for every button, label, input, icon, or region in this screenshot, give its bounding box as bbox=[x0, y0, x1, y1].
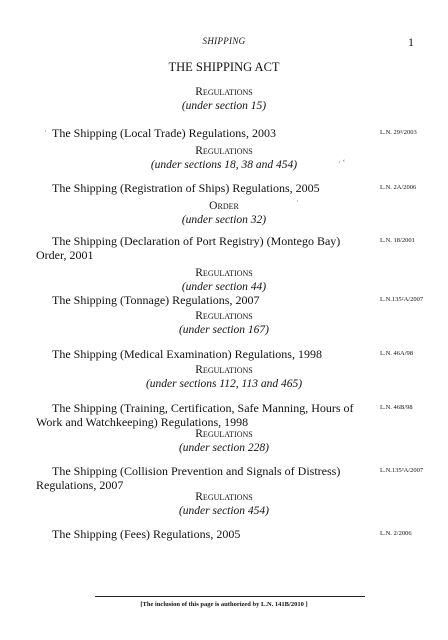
footer-rule bbox=[95, 596, 365, 597]
section-authority-heading: Order bbox=[209, 200, 239, 212]
section-authority-heading: Regulations bbox=[195, 491, 253, 503]
section-heading bbox=[0, 266, 448, 294]
section-heading bbox=[0, 85, 448, 113]
legal-notice-ref: L.N.135²A/2007 bbox=[380, 296, 424, 303]
section-authority-sub: (under section 228) bbox=[178, 442, 270, 454]
running-head: SHIPPING bbox=[202, 36, 246, 46]
section-authority-sub: (under section 167) bbox=[178, 324, 270, 336]
section-heading bbox=[0, 427, 448, 455]
regulation-title: The Shipping (Tonnage) Regulations, 2007 bbox=[52, 293, 260, 307]
page-number: 1 bbox=[408, 35, 414, 49]
section-authority-heading: Regulations bbox=[195, 86, 253, 98]
regulation-entry bbox=[52, 347, 372, 361]
section-authority-sub: (under section 44) bbox=[181, 281, 267, 293]
section-heading bbox=[0, 490, 448, 518]
section-heading bbox=[0, 199, 448, 227]
regulation-entry bbox=[36, 464, 372, 492]
section-authority-sub: (under section 15) bbox=[181, 100, 267, 112]
regulation-title: The Shipping (Local Trade) Regulations, 2003 bbox=[52, 126, 276, 140]
section-authority-sub: (under section 32) bbox=[181, 214, 267, 226]
section-authority-heading: Regulations bbox=[195, 145, 253, 157]
scan-speck: · bbox=[296, 197, 299, 206]
section-authority-sub: (under sections 112, 113 and 465) bbox=[145, 378, 303, 390]
section-heading bbox=[0, 363, 448, 391]
regulation-entry bbox=[52, 527, 372, 541]
section-authority-sub: (under sections 18, 38 and 454) bbox=[150, 159, 298, 171]
regulation-entry bbox=[52, 181, 372, 195]
regulation-title: The Shipping (Declaration of Port Registry) (Montego Bay) Order, 2001 bbox=[36, 234, 341, 262]
legal-notice-ref: L.N. 2/2006 bbox=[380, 530, 412, 537]
legal-notice-ref: L.N. 29³/2003 bbox=[380, 129, 417, 136]
section-authority-heading: Regulations bbox=[195, 267, 253, 279]
scan-speck: · ʻ bbox=[338, 158, 346, 167]
scan-speck: · bbox=[44, 127, 47, 136]
regulation-title: The Shipping (Medical Examination) Regulations, 1998 bbox=[52, 347, 322, 361]
page-title: THE SHIPPING ACT bbox=[168, 60, 280, 74]
regulation-entry bbox=[52, 126, 372, 140]
legal-notice-ref: L.N. 46B/98 bbox=[380, 404, 413, 411]
regulation-title: The Shipping (Training, Certification, Safe Manning, Hours of Work and Watchkeeping) Regulations, 1998 bbox=[36, 401, 354, 429]
section-authority-sub: (under section 454) bbox=[178, 505, 270, 517]
regulation-entry bbox=[52, 293, 372, 307]
regulation-title: The Shipping (Registration of Ships) Regulations, 2005 bbox=[52, 181, 320, 195]
legal-notice-ref: L.N. 46A/98 bbox=[380, 350, 414, 357]
section-heading bbox=[0, 309, 448, 337]
legal-notice-ref: L.N.135³A/2007 bbox=[380, 467, 424, 474]
authorization-footer: [The inclusion of this page is authorized by L.N. 141B/2010 ] bbox=[140, 601, 308, 608]
regulation-title: The Shipping (Fees) Regulations, 2005 bbox=[52, 527, 241, 541]
section-heading bbox=[0, 144, 448, 172]
regulation-entry bbox=[36, 234, 372, 262]
legal-notice-ref: L.N. 2A/2006 bbox=[380, 184, 417, 191]
page-header bbox=[0, 36, 448, 50]
section-authority-heading: Regulations bbox=[195, 364, 253, 376]
regulation-title: The Shipping (Collision Prevention and Signals of Distress) Regulations, 2007 bbox=[36, 464, 341, 492]
section-authority-heading: Regulations bbox=[195, 310, 253, 322]
section-authority-heading: Regulations bbox=[195, 428, 253, 440]
legal-notice-ref: L.N. 18/2001 bbox=[380, 237, 415, 244]
regulation-entry bbox=[36, 401, 372, 429]
